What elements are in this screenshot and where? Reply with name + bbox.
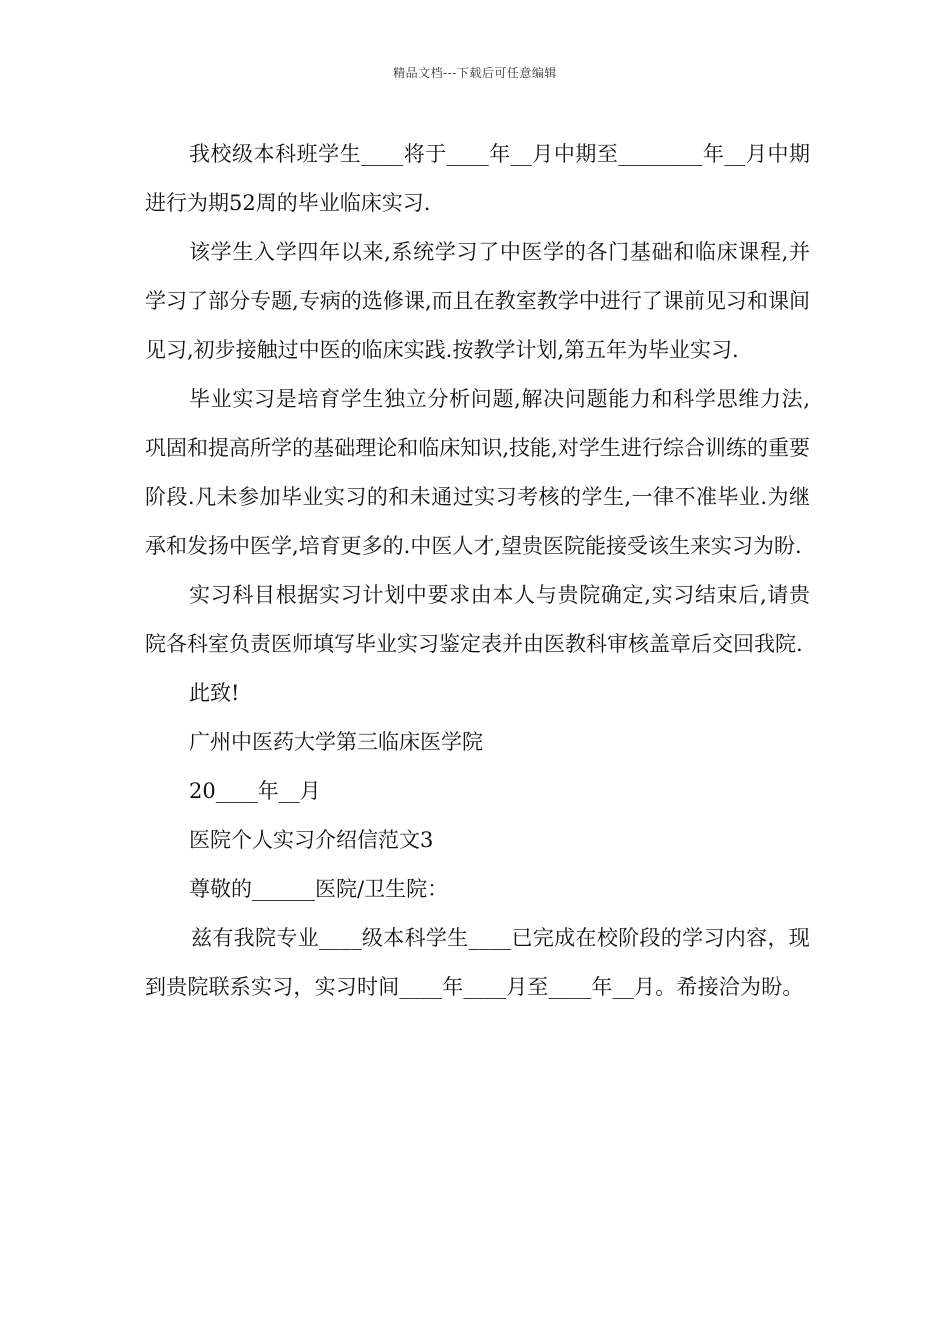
section-title: 医院个人实习介绍信范文3 (189, 828, 434, 852)
document-body (145, 130, 810, 1012)
signature-institution: 广州中医药大学第三临床医学院 (189, 730, 483, 754)
letter-salutation: 尊敬的______医院/卫生院： (189, 877, 449, 901)
paragraph-internship-subjects: 实习科目根据实习计划中要求由本人与贵院确定,实习结束后,请贵院各科室负责医师填写毕业实习鉴定表并由医教科审核盖章后交回我院. (145, 583, 810, 656)
paragraph-introduction: 兹有我院专业____级本科学生____已完成在校阶段的学习内容，现到贵院联系实习，实习时间____年____月至____年__月。希接洽为盼。 (145, 926, 810, 999)
signature-date: 20____年__月 (189, 779, 321, 803)
paragraph-student-background: 该学生入学四年以来,系统学习了中医学的各门基础和临床课程,并学习了部分专题,专病的选修课,而且在教室教学中进行了课前见习和课间见习,初步接触过中医的临床实践.按教学计划,第五年为毕业实习. (145, 240, 810, 362)
paragraph-internship-period: 我校级本科班学生____将于____年__月中期至________年__月中期进行为期52周的毕业临床实习. (145, 142, 810, 215)
paragraph-internship-importance: 毕业实习是培育学生独立分析问题,解决问题能力和科学思维力法,巩固和提高所学的基础理论和临床知识,技能,对学生进行综合训练的重要阶段.凡未参加毕业实习的和未通过实习考核的学生,一律不准毕业.为继承和发扬中医学,培育更多的.中医人才,望贵医院能接受该生来实习为盼. (145, 387, 810, 558)
page-header: 精品文档---下载后可任意编辑 (393, 66, 557, 80)
closing-salutation: 此致! (189, 681, 240, 705)
